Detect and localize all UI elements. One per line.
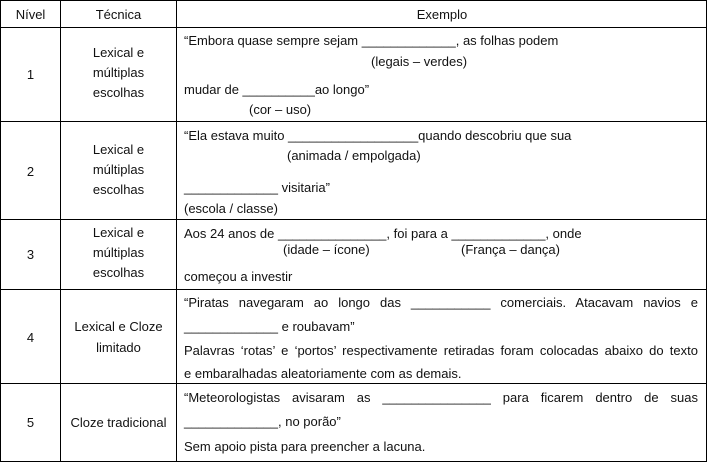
row-divider: [1, 383, 706, 384]
row-4-example-line: e embaralhadas aleatoriamente com as demais.: [184, 366, 462, 381]
column-divider: [176, 1, 177, 461]
row-2-example-line: “Ela estava muito __________________quando descobriu que sua: [184, 128, 572, 143]
row-5-example-line: _____________, no porão”: [184, 414, 341, 429]
row-divider: [1, 121, 706, 122]
row-1-example-options: (legais – verdes): [371, 54, 468, 69]
row-1-technique-line: escolhas: [92, 85, 145, 100]
row-1-level: 1: [26, 67, 35, 82]
row-1-technique-line: múltiplas: [92, 65, 145, 80]
row-5-example-line: “Meteorologistas avisaram as _______________ para ficarem dentro de suas: [184, 390, 698, 405]
row-5-technique-line: Cloze tradicional: [70, 415, 167, 430]
row-3-level: 3: [26, 247, 35, 262]
row-5-level: 5: [26, 415, 35, 430]
row-1-example-options: (cor – uso): [249, 102, 312, 117]
row-1-example-line: mudar de __________ao longo”: [184, 82, 370, 97]
row-4-example-line: _____________ e roubavam”: [184, 319, 355, 334]
row-2-example-line: _____________ visitaria”: [184, 180, 330, 195]
row-1-technique-line: Lexical e: [92, 45, 145, 60]
header-level: Nível: [15, 7, 46, 22]
row-3-example-line: Aos 24 anos de _______________, foi para a _____________, onde: [184, 226, 582, 241]
row-2-example-options: (animada / empolgada): [287, 148, 421, 163]
row-2-technique-line: Lexical e: [92, 142, 145, 157]
row-2-level: 2: [26, 164, 35, 179]
row-3-technique-line: escolhas: [92, 265, 145, 280]
row-2-technique-line: múltiplas: [92, 162, 145, 177]
row-4-example-line: Palavras ‘rotas’ e ‘portos’ respectivamente retiradas foram colocadas abaixo do texto: [184, 343, 698, 358]
row-3-example-options: (idade – ícone): [283, 242, 370, 257]
row-3-technique-line: Lexical e: [92, 225, 145, 240]
row-3-example-options: (França – dança): [461, 242, 560, 257]
row-4-example-line: “Piratas navegaram ao longo das ___________ comerciais. Atacavam navios e: [184, 295, 698, 310]
row-4-technique-line: limitado: [96, 340, 141, 355]
row-4-level: 4: [26, 330, 35, 345]
row-divider: [1, 27, 706, 28]
row-divider: [1, 289, 706, 290]
row-2-technique-line: escolhas: [92, 182, 145, 197]
row-divider: [1, 219, 706, 220]
row-1-example-line: “Embora quase sempre sejam _____________, as folhas podem: [184, 33, 559, 48]
row-5-example-line: Sem apoio pista para preencher a lacuna.: [184, 439, 426, 454]
row-4-technique-line: Lexical e Cloze: [74, 319, 163, 334]
row-3-technique-line: múltiplas: [92, 245, 145, 260]
row-3-example-line: começou a investir: [184, 269, 293, 284]
header-example: Exemplo: [416, 7, 468, 22]
header-technique: Técnica: [95, 7, 142, 22]
row-2-example-options: (escola / classe): [184, 201, 278, 216]
